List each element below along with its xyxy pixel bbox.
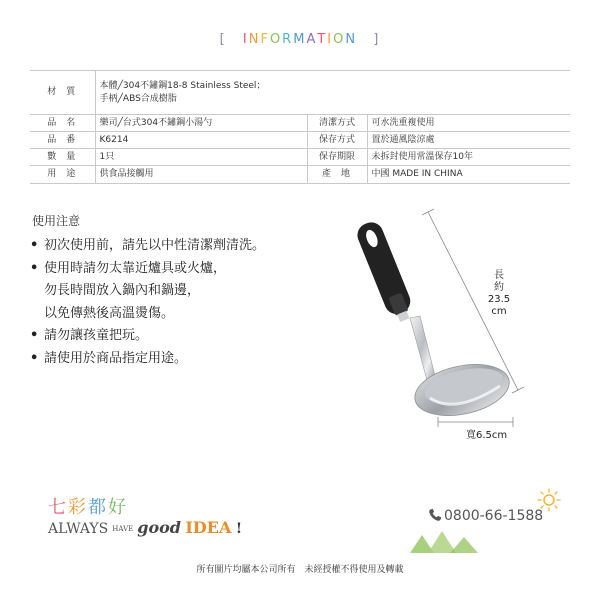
height-label [484,270,514,318]
bracket-open: [ [219,32,227,47]
bullet: • [30,350,39,366]
note-text: 請勿讓孩童把玩。 [44,328,149,343]
note-item [30,325,330,348]
spec-label: 用途 [30,166,95,183]
height-label-value: 23.5 [487,294,511,305]
spec-row [30,115,570,132]
note-item-continued [30,280,330,303]
slogan-good: good [137,518,181,537]
spec-value-2: 未拆封使用常溫保存10年 [367,149,570,166]
spec-row [30,166,570,183]
notes-list [30,235,330,370]
note-item [30,258,330,281]
ladle-neck [410,316,436,384]
brand-char: 好 [108,497,128,518]
material-line-1: 本體╱304不鏽鋼18-8 Stainless Steel； [99,81,266,92]
title-letter: T [317,32,328,47]
slogan-always: ALWAYS [48,521,109,537]
info-header [0,32,600,47]
spec-value: 供食品接觸用 [95,166,307,183]
ladle-handle [354,219,417,325]
info-title [243,32,357,47]
bullet: • [30,238,39,253]
brand-slogan [48,518,242,537]
brand-char: 都 [88,497,108,518]
spec-value-2: 置於通風陰涼處 [367,132,570,149]
note-text: 初次使用前，請先以中性清潔劑清洗。 [44,238,266,253]
hills-decoration [410,527,480,553]
spec-value-2: 中國 MADE IN CHINA [367,166,570,183]
title-letter: R [282,32,294,47]
bullet: • [30,328,39,343]
title-letter: A [306,32,318,47]
spec-row-material [30,71,570,115]
spec-row [30,149,570,166]
title-letter: F [260,32,270,47]
title-letter: I [242,32,249,47]
spec-label-2: 保存期限 [307,149,367,166]
title-letter: O [333,32,346,47]
bracket-close: ] [373,32,381,47]
height-label-char: 約 [494,282,504,293]
spec-value: 1只 [95,149,307,166]
copyright-notice: 所有圖片均屬本公司所有 未經授權不得使用及轉載 [196,565,404,575]
ladle-illustration [350,200,580,450]
phone-text: 0800-66-1588 [444,508,544,524]
note-text: 請使用於商品指定用途。 [44,350,188,366]
title-letter: M [293,32,307,47]
spec-label: 數量 [30,149,95,166]
spec-value-2: 可水洗重複使用 [367,115,570,132]
spec-table [30,70,570,184]
spec-label-2: 保存方式 [307,132,367,149]
title-letter: O [269,32,283,47]
bullet: • [30,260,39,276]
title-letter: I [327,32,334,47]
spec-label: 品番 [30,132,95,149]
phone-icon [428,508,442,522]
slogan-bang: ! [235,521,242,537]
note-text: 以免傳熱後高溫燙傷。 [44,305,175,321]
note-item [30,235,330,258]
note-text: 勿長時間放入鍋內和鍋邊， [44,283,201,298]
brand-char: 七 [48,497,68,518]
title-letter: N [248,32,261,47]
slogan-have: HAVE [112,525,134,533]
brand-name-cn [48,493,128,519]
spec-value: 樂司╱台式304不鏽鋼小湯勺 [95,115,307,132]
spec-label-2: 清潔方式 [307,115,367,132]
width-label: 寬6.5cm [466,430,508,441]
title-letter: N [345,32,358,47]
note-text: 使用時請勿太靠近爐具或火爐， [44,260,227,276]
spec-label: 品名 [30,115,95,132]
spec-value: K6214 [95,132,307,149]
slogan-idea: IDEA [185,518,232,537]
notes-title: 使用注意 [32,214,81,228]
spec-label: 材質 [30,71,95,115]
phone-number [428,508,543,524]
brand-char: 彩 [68,497,88,518]
height-label-unit: cm [491,306,507,317]
spec-material-value [95,71,570,115]
material-line-2: 手柄╱ABS合成樹脂 [99,93,177,104]
height-label-char: 長 [494,270,504,281]
spec-row [30,132,570,149]
spec-label-2: 產地 [307,166,367,183]
note-item [30,348,330,371]
note-item-continued [30,303,330,326]
